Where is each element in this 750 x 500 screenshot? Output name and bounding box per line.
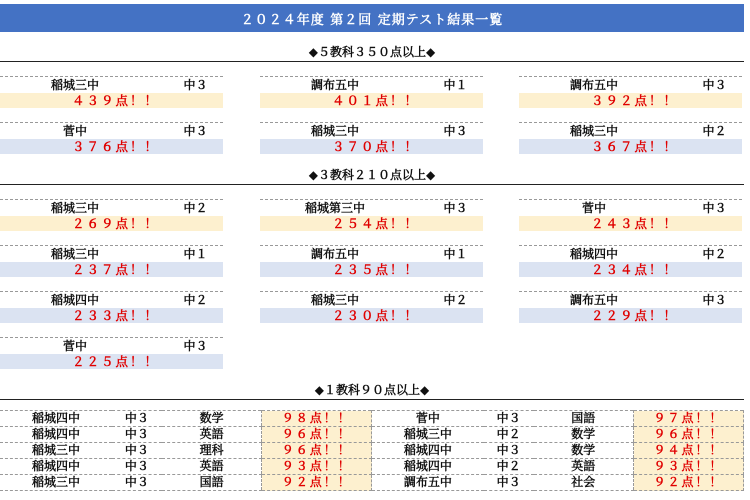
- school-name: 菅中: [372, 411, 484, 427]
- grade: 中３: [702, 78, 727, 92]
- grade: 中１: [183, 247, 208, 261]
- score: ９７点！！: [634, 411, 744, 427]
- result-card: [260, 199, 483, 231]
- school-name: 稲城三中: [310, 293, 359, 307]
- result-card: [260, 122, 483, 154]
- school-name: 稲城三中: [569, 124, 618, 138]
- school-name: 調布五中: [310, 78, 359, 92]
- score: ４３９点！！: [0, 93, 223, 108]
- school-name: 稲城四中: [372, 459, 484, 475]
- school-name: 稲城三中: [50, 201, 99, 215]
- score: ９６点！！: [262, 443, 372, 459]
- result-card: [260, 76, 483, 108]
- score: ２３３点！！: [0, 308, 223, 323]
- subject: 英語: [162, 427, 262, 443]
- school-name: 稲城三中: [50, 78, 99, 92]
- score: ３６７点！！: [519, 139, 742, 154]
- school-name: 稲城三中: [50, 247, 99, 261]
- result-card: [519, 245, 742, 277]
- school-name: 菅中: [581, 201, 606, 215]
- score: ２３７点！！: [0, 262, 223, 277]
- score: ９３点！！: [634, 459, 744, 475]
- grade: 中３: [443, 201, 468, 215]
- school-name: 調布五中: [372, 475, 484, 491]
- grade: 中３: [112, 427, 162, 443]
- school-name: 稲城四中: [569, 247, 618, 261]
- school-name: 調布五中: [569, 78, 618, 92]
- result-card: [519, 122, 742, 154]
- one-subject-table: [0, 410, 744, 491]
- subject: 国語: [162, 475, 262, 491]
- score: ２６９点！！: [0, 216, 223, 231]
- score: ９８点！！: [262, 411, 372, 427]
- section-heading-five-subjects: ◆５教科３５０点以上◆: [0, 44, 744, 62]
- score: ９２点！！: [634, 475, 744, 491]
- score: ３７６点！！: [0, 139, 223, 154]
- grade: 中２: [183, 201, 208, 215]
- grade: 中２: [183, 293, 208, 307]
- result-card: [0, 291, 223, 323]
- subject: 国語: [534, 411, 634, 427]
- school-name: 稲城四中: [0, 411, 112, 427]
- subject: 社会: [534, 475, 634, 491]
- result-card: [519, 199, 742, 231]
- grade: 中３: [443, 124, 468, 138]
- grade: 中２: [443, 293, 468, 307]
- grade: 中３: [702, 201, 727, 215]
- table-row: [0, 427, 744, 443]
- section-heading-one-subject: ◆１教科９０点以上◆: [0, 382, 744, 400]
- score: ９２点！！: [262, 475, 372, 491]
- school-name: 稲城第三中: [304, 201, 365, 215]
- result-card: [0, 76, 223, 108]
- school-name: 稲城四中: [0, 459, 112, 475]
- score: ２３５点！！: [260, 262, 483, 277]
- score: ３９２点！！: [519, 93, 742, 108]
- score: ２３４点！！: [519, 262, 742, 277]
- result-card: [519, 76, 742, 108]
- table-row: [0, 459, 744, 475]
- table-row: [0, 411, 744, 427]
- score: ９６点！！: [262, 427, 372, 443]
- school-name: 稲城四中: [372, 443, 484, 459]
- score: ２４３点！！: [519, 216, 742, 231]
- grade: 中１: [443, 247, 468, 261]
- result-card: [519, 291, 742, 323]
- school-name: 稲城三中: [0, 475, 112, 491]
- school-name: 菅中: [62, 339, 87, 353]
- score: ３７０点！！: [260, 139, 483, 154]
- school-name: 菅中: [62, 124, 87, 138]
- grade: 中３: [183, 78, 208, 92]
- school-name: 稲城三中: [310, 124, 359, 138]
- grade: 中３: [183, 339, 208, 353]
- school-name: 調布五中: [569, 293, 618, 307]
- grade: 中３: [112, 443, 162, 459]
- score: ９３点！！: [262, 459, 372, 475]
- school-name: 稲城三中: [0, 443, 112, 459]
- grade: 中３: [484, 475, 534, 491]
- grade: 中３: [112, 411, 162, 427]
- grade: 中２: [484, 427, 534, 443]
- grade: 中１: [443, 78, 468, 92]
- result-card: [0, 245, 223, 277]
- result-card: [0, 199, 223, 231]
- result-card: [0, 122, 223, 154]
- subject: 数学: [162, 411, 262, 427]
- subject: 英語: [534, 459, 634, 475]
- school-name: 調布五中: [310, 247, 359, 261]
- result-card: [260, 291, 483, 323]
- subject: 英語: [162, 459, 262, 475]
- table-row: [0, 443, 744, 459]
- school-name: 稲城四中: [50, 293, 99, 307]
- score: ２３０点！！: [260, 308, 483, 323]
- table-row: [0, 475, 744, 491]
- score: ２２９点！！: [519, 308, 742, 323]
- grade: 中２: [484, 459, 534, 475]
- subject: 理科: [162, 443, 262, 459]
- grade: 中２: [702, 124, 727, 138]
- grade: 中３: [484, 443, 534, 459]
- grade: 中３: [484, 411, 534, 427]
- result-card: [260, 245, 483, 277]
- result-card: [0, 337, 223, 369]
- school-name: 稲城四中: [0, 427, 112, 443]
- subject: 数学: [534, 443, 634, 459]
- grade: 中３: [112, 475, 162, 491]
- score: ９４点！！: [634, 443, 744, 459]
- page-title: ２０２４年度 第２回 定期テスト結果一覧: [0, 4, 744, 32]
- grade: 中３: [183, 124, 208, 138]
- section-heading-three-subjects: ◆３教科２１０点以上◆: [0, 167, 744, 185]
- grade: 中３: [702, 293, 727, 307]
- score: ２５４点！！: [260, 216, 483, 231]
- score: ４０１点！！: [260, 93, 483, 108]
- subject: 数学: [534, 427, 634, 443]
- grade: 中３: [112, 459, 162, 475]
- grade: 中２: [702, 247, 727, 261]
- score: ９６点！！: [634, 427, 744, 443]
- score: ２２５点！！: [0, 354, 223, 369]
- school-name: 稲城三中: [372, 427, 484, 443]
